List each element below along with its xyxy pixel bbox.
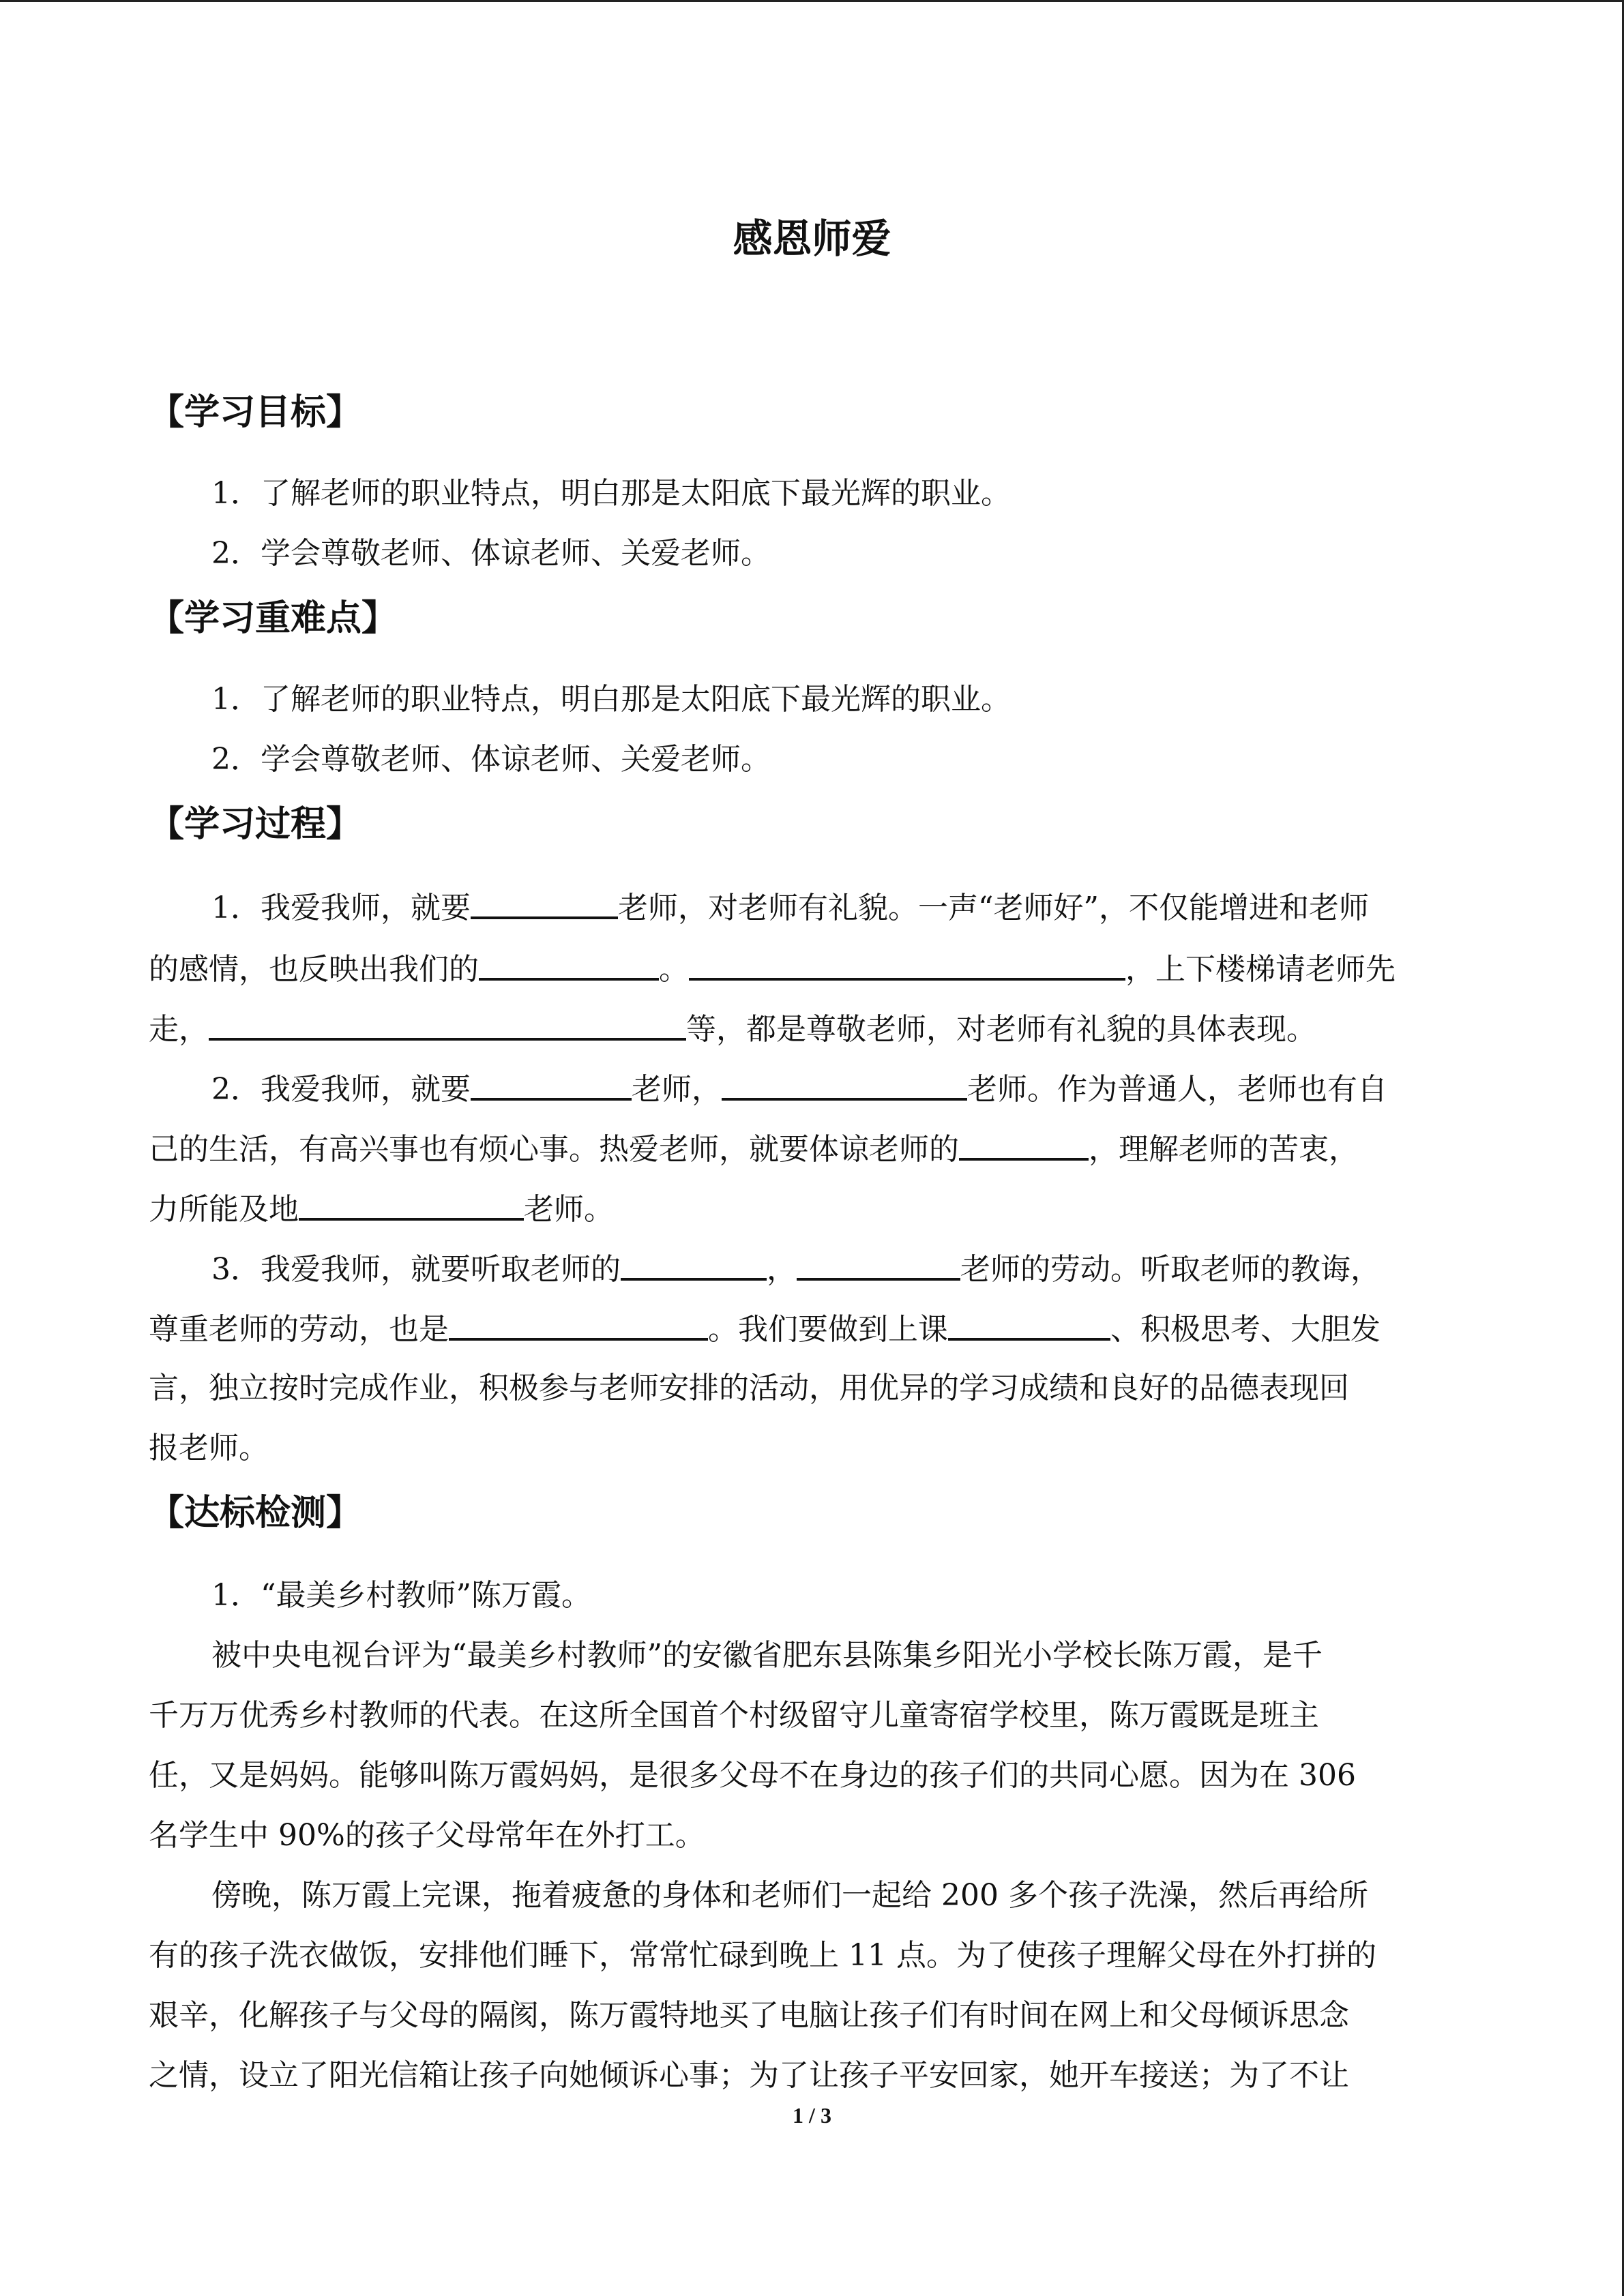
text-run: ，理解老师的苦衷， xyxy=(1089,1132,1359,1167)
goal-item: 1．了解老师的职业特点，明白那是太阳底下最光辉的职业。 xyxy=(211,476,1011,511)
process-paragraph-3-line-3: 言，独立按时完成作业，积极参与老师安排的活动，用优异的学习成绩和良好的品德表现回 xyxy=(149,1371,1349,1405)
test-paragraph-1-line: 任，又是妈妈。能够叫陈万霞妈妈，是很多父母不在身边的孩子们的共同心愿。因为在 306 xyxy=(149,1758,1356,1793)
fill-in-blank[interactable] xyxy=(209,1008,686,1041)
text-run: 老师，对老师有礼貌。一声“老师好”，不仅能增进和老师 xyxy=(618,891,1369,925)
text-run: 老师。 xyxy=(524,1192,614,1227)
process-paragraph-1-line-3 xyxy=(149,1008,1316,1050)
test-paragraph-2-line: 有的孩子洗衣做饭，安排他们睡下，常常忙碌到晚上 11 点。为了使孩子理解父母在外打拼的 xyxy=(149,1938,1376,1973)
fill-in-blank[interactable] xyxy=(621,1248,767,1281)
process-paragraph-3-line-1 xyxy=(211,1248,1381,1290)
fill-in-blank[interactable] xyxy=(722,1068,967,1101)
text-run: 尊重老师的劳动，也是 xyxy=(149,1312,449,1347)
fill-in-blank[interactable] xyxy=(948,1308,1110,1341)
text-run: 的感情，也反映出我们的 xyxy=(149,952,479,987)
goal-item: 2．学会尊敬老师、体谅老师、关爱老师。 xyxy=(211,536,771,571)
test-paragraph-1-line: 千万万优秀乡村教师的代表。在这所全国首个村级留守儿童寄宿学校里，陈万霞既是班主 xyxy=(149,1698,1319,1733)
text-run: 走， xyxy=(149,1012,209,1047)
fill-in-blank[interactable] xyxy=(689,948,1125,981)
test-paragraph-1-line: 名学生中 90%的孩子父母常年在外打工。 xyxy=(149,1818,705,1853)
text-run: 老师， xyxy=(632,1072,722,1107)
fill-in-blank[interactable] xyxy=(471,1068,632,1101)
test-paragraph-2-line: 艰辛，化解孩子与父母的隔阂，陈万霞特地买了电脑让孩子们有时间在网上和父母倾诉思念 xyxy=(149,1998,1349,2033)
section-heading-test: 【达标检测】 xyxy=(149,1493,362,1534)
text-run: 。我们要做到上课 xyxy=(708,1312,948,1347)
text-run: 老师的劳动。听取老师的教诲， xyxy=(960,1252,1381,1287)
text-run: 1．我爱我师，就要 xyxy=(211,891,471,925)
process-paragraph-1-line-2 xyxy=(149,948,1396,990)
text-run: 2．我爱我师，就要 xyxy=(211,1072,471,1107)
fill-in-blank[interactable] xyxy=(479,948,659,981)
fill-in-blank[interactable] xyxy=(797,1248,960,1281)
fill-in-blank[interactable] xyxy=(449,1308,708,1341)
text-run: 己的生活，有高兴事也有烦心事。热爱老师，就要体谅老师的 xyxy=(149,1132,959,1167)
page-border-top xyxy=(0,0,1624,2)
key-point-item: 1．了解老师的职业特点，明白那是太阳底下最光辉的职业。 xyxy=(211,682,1011,717)
text-run: 、积极思考、大胆发 xyxy=(1110,1312,1381,1347)
process-paragraph-1-line-1 xyxy=(211,886,1369,929)
process-paragraph-3-line-2 xyxy=(149,1308,1381,1350)
section-heading-key-points: 【学习重难点】 xyxy=(149,598,398,639)
text-run: 力所能及地 xyxy=(149,1192,299,1227)
text-run: 3．我爱我师，就要听取老师的 xyxy=(211,1252,621,1287)
text-run: 老师。作为普通人，老师也有自 xyxy=(967,1072,1387,1107)
text-run: ，上下楼梯请老师先 xyxy=(1125,952,1396,987)
test-paragraph-1-line: 被中央电视台评为“最美乡村教师”的安徽省肥东县陈集乡阳光小学校长陈万霞，是千 xyxy=(211,1638,1323,1673)
key-point-item: 2．学会尊敬老师、体谅老师、关爱老师。 xyxy=(211,742,771,777)
section-heading-process: 【学习过程】 xyxy=(149,804,362,845)
text-run: 。 xyxy=(659,952,689,987)
section-heading-goals: 【学习目标】 xyxy=(149,392,362,433)
page-number: 1 / 3 xyxy=(793,2103,831,2128)
process-paragraph-2-line-1 xyxy=(211,1068,1387,1110)
text-run: ， xyxy=(767,1252,797,1287)
process-paragraph-2-line-2 xyxy=(149,1128,1359,1170)
fill-in-blank[interactable] xyxy=(471,886,618,919)
process-paragraph-2-line-3 xyxy=(149,1188,614,1230)
fill-in-blank[interactable] xyxy=(959,1128,1089,1161)
test-item-title: 1．“最美乡村教师”陈万霞。 xyxy=(211,1578,591,1613)
document-title: 感恩师爱 xyxy=(733,215,891,262)
text-run: 等，都是尊敬老师，对老师有礼貌的具体表现。 xyxy=(686,1012,1316,1047)
fill-in-blank[interactable] xyxy=(299,1188,524,1221)
test-paragraph-2-line: 之情，设立了阳光信箱让孩子向她倾诉心事；为了让孩子平安回家，她开车接送；为了不让 xyxy=(149,2058,1349,2093)
test-paragraph-2-line: 傍晚，陈万霞上完课，拖着疲惫的身体和老师们一起给 200 多个孩子洗澡，然后再给所 xyxy=(211,1878,1368,1913)
process-paragraph-3-line-4: 报老师。 xyxy=(149,1431,269,1465)
